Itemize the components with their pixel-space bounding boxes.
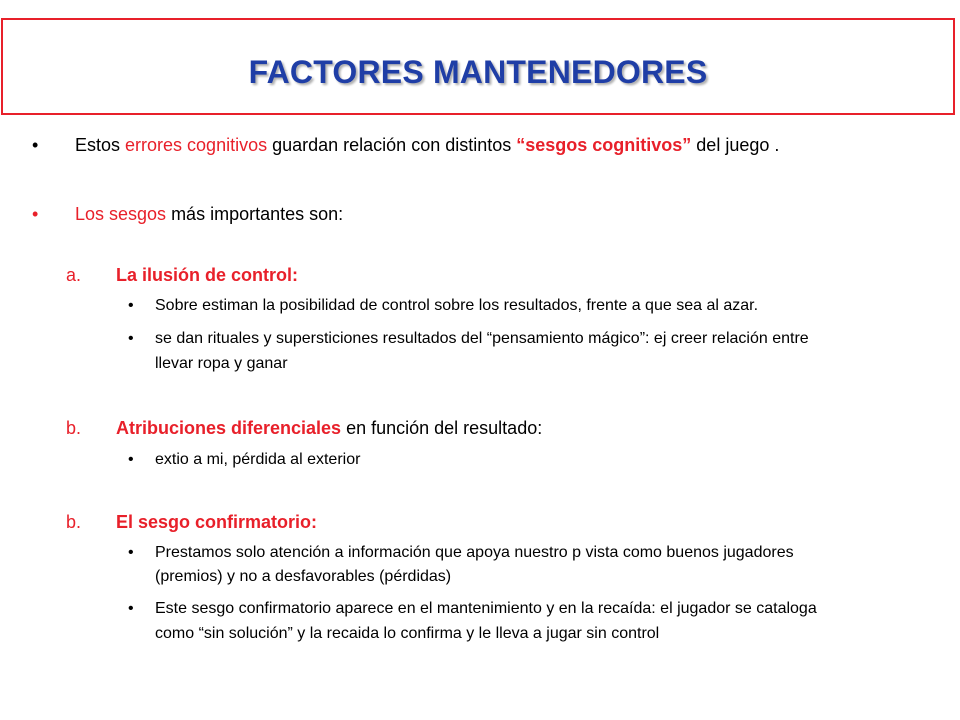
bullet-icon: • bbox=[128, 451, 134, 468]
bullet-icon: • bbox=[32, 135, 39, 155]
section-c-bullet-2-line-1: Este sesgo confirmatorio aparece en el mantenimiento y en la recaída: el jugador se cataloga bbox=[155, 600, 817, 617]
p2-highlight: Los sesgos bbox=[75, 204, 167, 224]
bullet-icon: • bbox=[128, 297, 134, 314]
section-a-heading: La ilusión de control: bbox=[116, 265, 299, 285]
section-c-bullet-1-line-2: (premios) y no a desfavorables (pérdidas) bbox=[155, 568, 452, 585]
p1-highlight-sesgos: “sesgos cognitivos” bbox=[516, 135, 692, 155]
bullet-icon: • bbox=[128, 600, 134, 617]
title-box bbox=[1, 18, 955, 115]
section-c-bullet-1-line-1: Prestamos solo atención a información que apoya nuestro p vista como buenos jugadores bbox=[155, 544, 794, 561]
bullet-icon: • bbox=[128, 544, 134, 561]
bullet-icon: • bbox=[32, 204, 39, 224]
section-b-bullet-1: extio a mi, pérdida al exterior bbox=[155, 451, 361, 468]
p1-text-3: guardan relación con distintos bbox=[267, 135, 517, 155]
section-a-bullet-2-line-2: llevar ropa y ganar bbox=[155, 355, 288, 372]
section-a-bullet-1: Sobre estiman la posibilidad de control sobre los resultados, frente a que sea al azar. bbox=[155, 297, 759, 314]
p1-text-5: del juego . bbox=[691, 135, 780, 155]
section-a-bullet-2-line-1: se dan rituales y supersticiones resultados del “pensamiento mágico”: ej creer relación entre bbox=[155, 330, 809, 347]
section-a-label: a. bbox=[66, 265, 82, 285]
section-c-bullet-2-line-2: como “sin solución” y la recaida lo confirma y le lleva a jugar sin control bbox=[155, 625, 660, 642]
section-b-label: b. bbox=[66, 418, 82, 438]
p2-text: más importantes son: bbox=[166, 204, 344, 224]
section-b-heading-highlight: Atribuciones diferenciales bbox=[116, 418, 342, 438]
p1-highlight-errores: errores cognitivos bbox=[125, 135, 268, 155]
p1-text-1: Estos bbox=[75, 135, 126, 155]
paragraph-2 bbox=[75, 204, 343, 225]
section-b-heading bbox=[116, 418, 542, 439]
section-c-label: b. bbox=[66, 512, 82, 532]
section-c-heading: El sesgo confirmatorio: bbox=[116, 512, 318, 532]
paragraph-1 bbox=[75, 135, 779, 156]
bullet-icon: • bbox=[128, 330, 134, 347]
slide-title: FACTORES MANTENEDORES bbox=[248, 54, 708, 90]
section-b-heading-rest: en función del resultado: bbox=[341, 418, 543, 438]
